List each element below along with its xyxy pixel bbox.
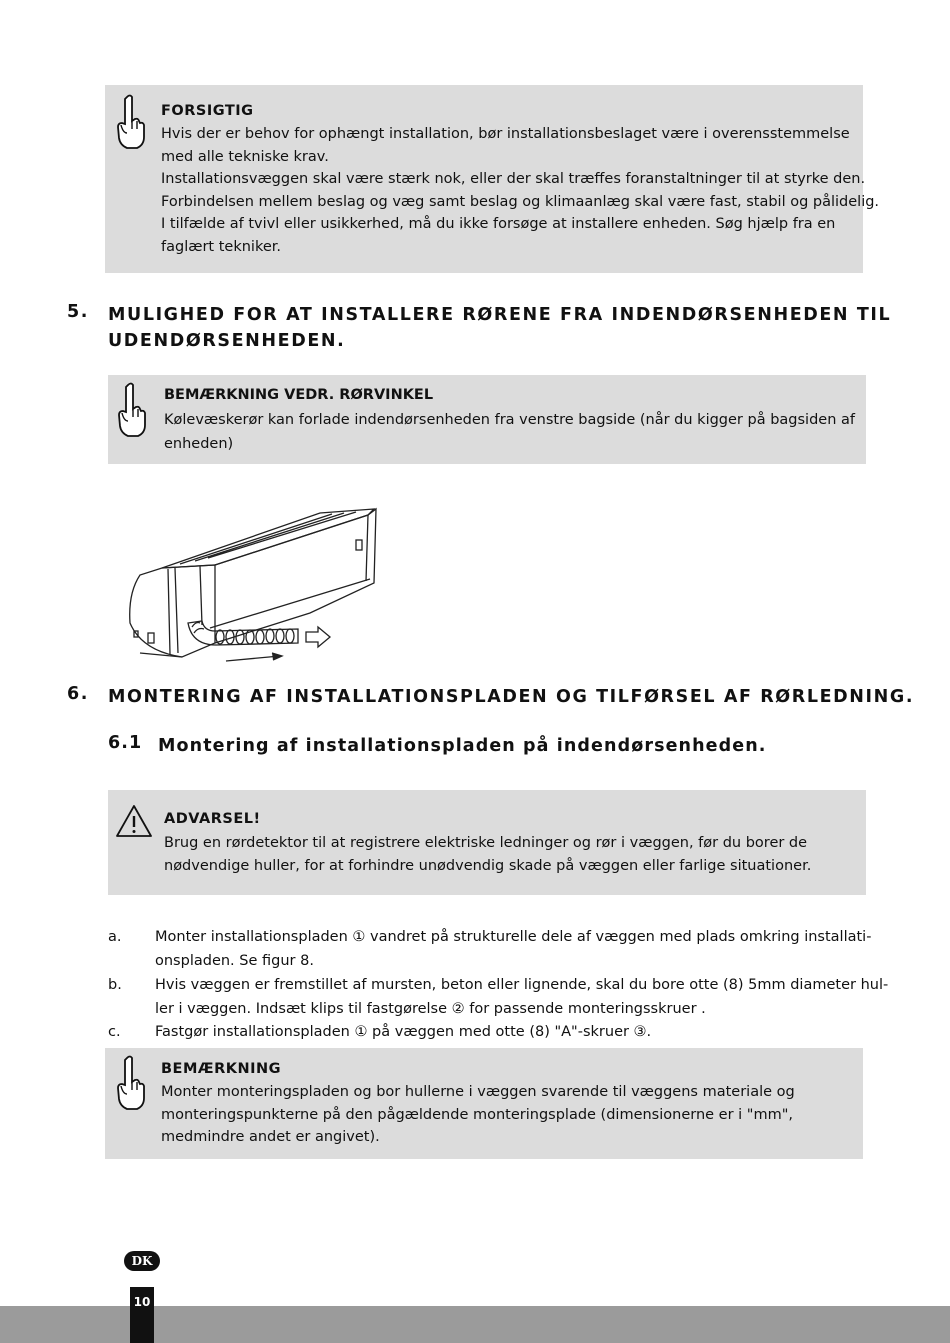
remark-note [105,1048,863,1159]
section-title [108,302,891,354]
section-title: MONTERING AF INSTALLATIONSPLADEN OG TILFØRSEL AF RØRLEDNING. [108,687,915,707]
remark-body [161,1081,795,1149]
caution-body [161,123,879,258]
remark-line: monteringspunkterne på den pågældende monteringsplade (dimensionerne er i "mm", [161,1106,794,1123]
caution-note [105,85,880,273]
section-title-line: UDENDØRSENHEDEN. [108,331,346,351]
warning-note [108,790,866,895]
section-title-line: MULIGHED FOR AT INSTALLERE RØRENE FRA INDENDØRSENHEDEN TIL [108,305,892,325]
pointing-hand-icon [113,1054,147,1114]
caution-line: faglært tekniker. [161,238,281,255]
step-text [155,974,889,1021]
pipe-angle-note [108,375,866,464]
indoor-unit-pipe-illustration [120,503,380,665]
warning-line: nødvendige huller, for at forhindre unødvendig skade på væggen eller farlige situationer. [164,857,812,874]
subsection-title: Montering af installationspladen på indendørsenheden. [158,736,767,756]
caution-line: Forbindelsen mellem beslag og væg samt beslag og klimaanlæg skal være fast, stabil og pålidelig. [161,193,880,210]
pipe-note-body [164,408,855,456]
section-6-1-heading [108,733,808,761]
section-number: 5. [67,302,90,322]
subsection-number: 6.1 [108,733,143,753]
remark-line: Monter monteringspladen og bor hullerne i væggen svarende til væggens materiale og [161,1084,795,1100]
warning-title: ADVARSEL! [164,811,261,827]
caution-line: Installationsvæggen skal være stærk nok, eller der skal træffes foranstaltninger til at styrke den. [161,171,866,187]
step-marker: b. [108,977,122,993]
step-line: Fastgør installationspladen ① på væggen med otte (8) "A"-skruer ③. [155,1024,652,1040]
step-text [155,1021,867,1045]
caution-line: med alle tekniske krav. [161,148,329,165]
step-line: ler i væggen. Indsæt klips til fastgørelse ② for passende monteringsskruer . [155,1000,706,1017]
step-marker: c. [108,1024,121,1040]
caution-line: I tilfælde af tvivl eller usikkerhed, må du ikke forsøge at installere enheden. Søg hjælp fra en [161,216,836,232]
step-line: Monter installationspladen ① vandret på strukturelle dele af væggen med plads omkring installati- [155,929,872,945]
section-6-heading [67,684,915,712]
remark-title: BEMÆRKNING [161,1061,282,1077]
step-marker: a. [108,929,122,945]
warning-body [164,832,811,877]
caution-title: FORSIGTIG [161,103,254,119]
caution-line: Hvis der er behov for ophængt installation, bør installationsbeslaget være i overensstemmelse [161,126,850,142]
pointing-hand-icon [114,381,148,441]
pipe-note-line: Kølevæskerør kan forlade indendørsenheden fra venstre bagside (når du kigger på bagsiden af [164,412,855,428]
pointing-hand-icon [113,93,147,153]
section-5-heading [67,302,892,356]
step-line: Hvis væggen er fremstillet af mursten, beton eller lignende, skal du bore otte (8) 5mm diameter hul- [155,977,889,993]
language-badge: DK [124,1251,160,1271]
warning-triangle-icon [114,803,154,839]
remark-line: medmindre andet er angivet). [161,1129,380,1145]
step-text [155,926,872,973]
pipe-note-title: BEMÆRKNING VEDR. RØRVINKEL [164,387,434,403]
section-number: 6. [67,684,90,704]
step-line: onspladen. Se figur 8. [155,952,314,969]
pipe-note-line: enheden) [164,436,234,452]
warning-line: Brug en rørdetektor til at registrere elektriske ledninger og rør i væggen, før du borer de [164,835,808,851]
page-number: 10 [133,1295,151,1309]
